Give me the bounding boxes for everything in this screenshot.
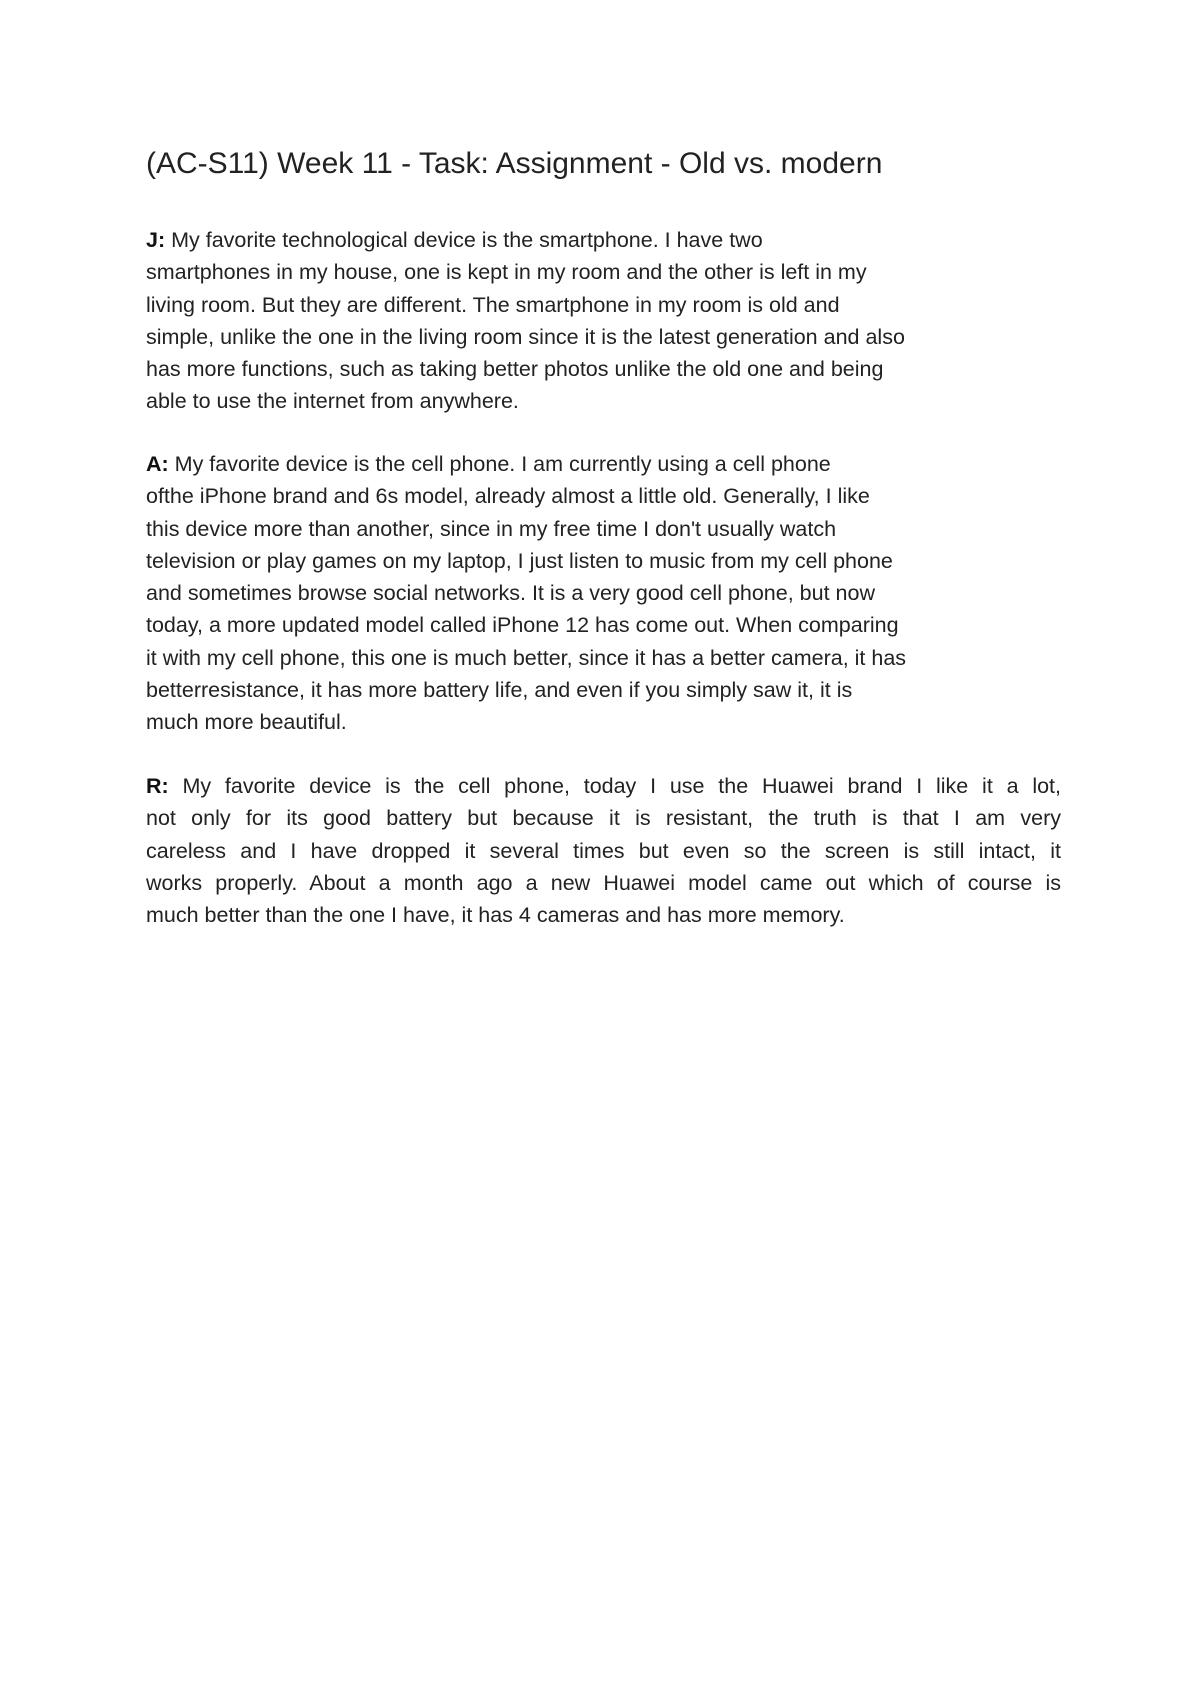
paragraph-line: not only for its good battery but because it is resistant, the truth is that I am very: [146, 806, 1061, 831]
paragraph-line: able to use the internet from anywhere.: [146, 389, 519, 414]
paragraph-text: My favorite device is the cell phone, today I use the Huawei brand I like it a lot,: [168, 774, 1061, 798]
paragraph-line: smartphones in my house, one is kept in my room and the other is left in my: [146, 260, 867, 285]
paragraph-line: ofthe iPhone brand and 6s model, already almost a little old. Generally, I like: [146, 484, 870, 509]
paragraph-line: it with my cell phone, this one is much better, since it has a better camera, it has: [146, 645, 907, 670]
paragraph-text: My favorite technological device is the smartphone. I have two: [165, 228, 763, 252]
speaker-label-a: A:: [146, 452, 169, 476]
speaker-label-r: R:: [146, 774, 169, 798]
paragraph-line: this device more than another, since in my free time I don't usually watch: [146, 516, 837, 541]
paragraph-line: much more beautiful.: [146, 710, 347, 735]
paragraph-line: careless and I have dropped it several times but even so the screen is still intact, it: [146, 838, 1061, 863]
paragraph-line: [146, 224, 905, 256]
paragraph-line: betterresistance, it has more battery life, and even if you simply saw it, it is: [146, 678, 853, 703]
paragraph-line: and sometimes browse social networks. It is a very good cell phone, but now: [146, 581, 875, 606]
paragraph-a: [146, 448, 906, 739]
paragraph-j: [146, 224, 905, 418]
speaker-label-j: J:: [146, 228, 166, 252]
paragraph-r: [146, 770, 1061, 931]
paragraph-line: has more functions, such as taking better photos unlike the old one and being: [146, 357, 884, 382]
paragraph-line: living room. But they are different. The smartphone in my room is old and: [146, 292, 840, 317]
paragraph-line: much better than the one I have, it has 4 cameras and has more memory.: [146, 903, 845, 928]
document-title: (AC-S11) Week 11 - Task: Assignment - Old vs. modern: [146, 147, 883, 180]
paragraph-line: [146, 770, 1061, 802]
paragraph-line: television or play games on my laptop, I just listen to music from my cell phone: [146, 548, 893, 573]
paragraph-text: My favorite device is the cell phone. I am currently using a cell phone: [168, 452, 831, 476]
paragraph-line: simple, unlike the one in the living room since it is the latest generation and also: [146, 324, 905, 349]
paragraph-line: works properly. About a month ago a new Huawei model came out which of course is: [146, 870, 1061, 895]
paragraph-line: today, a more updated model called iPhone 12 has come out. When comparing: [146, 613, 899, 638]
paragraph-line: [146, 448, 906, 480]
